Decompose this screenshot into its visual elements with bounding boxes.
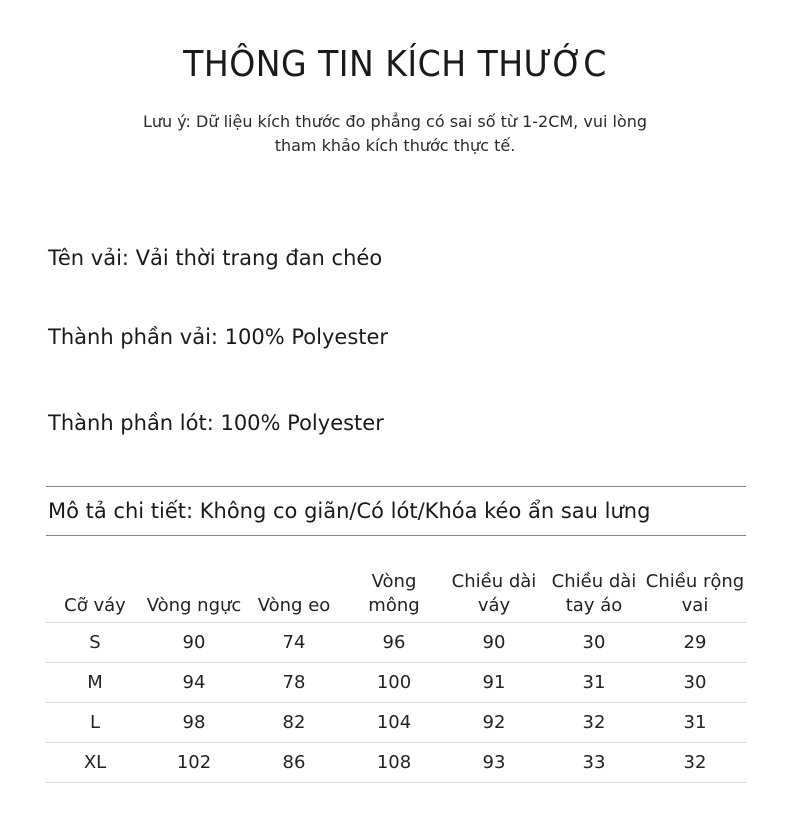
page-title: THÔNG TIN KÍCH THƯỚC	[183, 44, 607, 85]
size-cell: S	[46, 623, 144, 663]
measurement-cell: 108	[344, 743, 444, 783]
size-table	[46, 570, 746, 783]
measurement-cell: 104	[344, 703, 444, 743]
column-header	[344, 570, 444, 623]
note-line: Lưu ý: Dữ liệu kích thước đo phẳng có sai số từ 1-2CM, vui lòng	[142, 112, 648, 131]
measurement-cell: 91	[444, 663, 544, 703]
column-header-line: váy	[477, 595, 511, 616]
column-header-line: Vòng eo	[257, 595, 331, 616]
detail-description: Mô tả chi tiết: Không co giãn/Có lót/Khóa kéo ẩn sau lưng	[48, 499, 651, 523]
measurement-cell: 30	[544, 623, 644, 663]
measurement-cell: 92	[444, 703, 544, 743]
measurement-cell: 32	[544, 703, 644, 743]
column-header-line: Chiều dài	[551, 571, 637, 592]
measurement-cell: 93	[444, 743, 544, 783]
measurement-cell: 74	[244, 623, 344, 663]
measurement-cell: 32	[644, 743, 746, 783]
column-header-line: Chiều dài	[451, 571, 537, 592]
measurement-note	[0, 110, 790, 158]
column-header-line: Vòng ngực	[146, 595, 242, 616]
measurement-cell: 98	[144, 703, 244, 743]
table-row	[46, 663, 746, 703]
column-header	[244, 570, 344, 623]
measurement-cell: 29	[644, 623, 746, 663]
size-cell: L	[46, 703, 144, 743]
column-header	[144, 570, 244, 623]
divider	[46, 535, 746, 536]
measurement-cell: 31	[644, 703, 746, 743]
table-row	[46, 743, 746, 783]
column-header	[544, 570, 644, 623]
note-line: tham khảo kích thước thực tế.	[274, 136, 516, 155]
table-row	[46, 703, 746, 743]
measurement-cell: 94	[144, 663, 244, 703]
lining-composition: Thành phần lót: 100% Polyester	[48, 411, 384, 435]
measurement-cell: 102	[144, 743, 244, 783]
divider	[46, 486, 746, 487]
column-header	[444, 570, 544, 623]
size-cell: XL	[46, 743, 144, 783]
table-header-row	[46, 570, 746, 623]
measurement-cell: 96	[344, 623, 444, 663]
measurement-cell: 31	[544, 663, 644, 703]
table-row	[46, 623, 746, 663]
measurement-cell: 30	[644, 663, 746, 703]
fabric-name: Tên vải: Vải thời trang đan chéo	[48, 246, 383, 270]
column-header-line: Vòng mông	[368, 571, 420, 616]
column-header	[644, 570, 746, 623]
column-header-line: tay áo	[565, 595, 623, 616]
measurement-cell: 86	[244, 743, 344, 783]
measurement-cell: 78	[244, 663, 344, 703]
measurement-cell: 33	[544, 743, 644, 783]
column-header-line: vai	[681, 595, 709, 616]
fabric-composition: Thành phần vải: 100% Polyester	[48, 325, 389, 349]
measurement-cell: 90	[144, 623, 244, 663]
size-cell: M	[46, 663, 144, 703]
measurement-cell: 100	[344, 663, 444, 703]
column-header-line: Cỡ váy	[64, 595, 126, 616]
column-header	[46, 570, 144, 623]
measurement-cell: 82	[244, 703, 344, 743]
measurement-cell: 90	[444, 623, 544, 663]
table-body	[46, 623, 746, 783]
column-header-line: Chiều rộng	[645, 571, 745, 592]
